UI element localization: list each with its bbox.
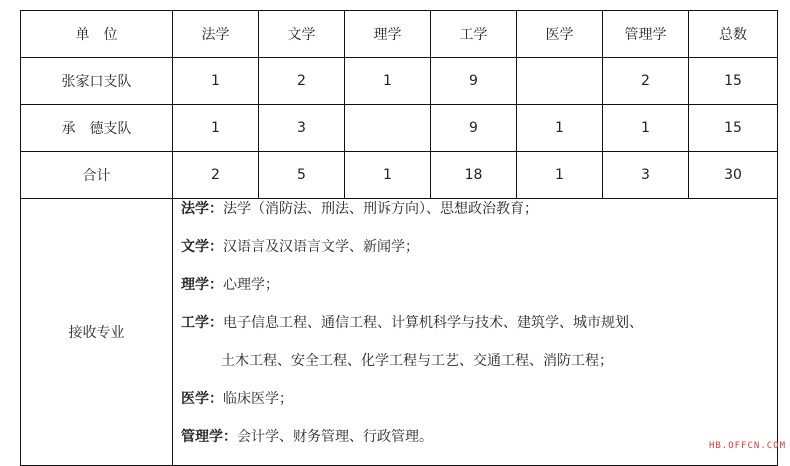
table-cell: 1 xyxy=(173,105,259,152)
header-law: 法学 xyxy=(173,11,259,58)
header-medicine: 医学 xyxy=(517,11,603,58)
header-literature: 文学 xyxy=(259,11,345,58)
table-row xyxy=(21,58,778,105)
table-cell: 3 xyxy=(259,105,345,152)
major-title: 文学： xyxy=(181,239,223,255)
major-text: 临床医学； xyxy=(223,391,293,407)
table-cell: 3 xyxy=(603,152,689,199)
table-cell: 1 xyxy=(517,105,603,152)
table-cell: 30 xyxy=(689,152,778,199)
major-line-literature xyxy=(181,237,777,275)
major-line-medicine xyxy=(181,389,777,427)
table-cell: 5 xyxy=(259,152,345,199)
table-cell xyxy=(517,58,603,105)
table-cell: 2 xyxy=(173,152,259,199)
major-line-engineering-cont xyxy=(181,351,777,389)
major-text: 土木工程、安全工程、化学工程与工艺、交通工程、消防工程； xyxy=(221,353,613,369)
unit-cell: 张家口支队 xyxy=(21,58,173,105)
majors-content xyxy=(173,199,778,466)
major-title: 法学： xyxy=(181,201,223,217)
header-engineering: 工学 xyxy=(431,11,517,58)
table-cell: 9 xyxy=(431,58,517,105)
major-title: 管理学： xyxy=(181,429,237,445)
majors-label: 接收专业 xyxy=(21,199,173,466)
major-text: 汉语言及汉语言文学、新闻学； xyxy=(223,239,419,255)
table-cell: 1 xyxy=(517,152,603,199)
table-cell: 1 xyxy=(345,58,431,105)
table-cell: 1 xyxy=(603,105,689,152)
table-cell: 15 xyxy=(689,58,778,105)
header-management: 管理学 xyxy=(603,11,689,58)
major-line-engineering xyxy=(181,313,777,351)
table-cell: 9 xyxy=(431,105,517,152)
header-total: 总数 xyxy=(689,11,778,58)
major-line-law xyxy=(181,199,777,237)
recruitment-table xyxy=(20,10,778,466)
major-title: 理学： xyxy=(181,277,223,293)
table-cell: 2 xyxy=(259,58,345,105)
major-line-management xyxy=(181,427,777,465)
header-row xyxy=(21,11,778,58)
table-cell: 18 xyxy=(431,152,517,199)
header-unit: 单 位 xyxy=(21,11,173,58)
major-title: 工学： xyxy=(181,315,223,331)
major-text: 会计学、财务管理、行政管理。 xyxy=(237,429,433,445)
unit-cell: 承 德支队 xyxy=(21,105,173,152)
total-row xyxy=(21,152,778,199)
major-title: 医学： xyxy=(181,391,223,407)
major-line-science xyxy=(181,275,777,313)
table-cell: 1 xyxy=(345,152,431,199)
table-cell xyxy=(345,105,431,152)
unit-cell: 合计 xyxy=(21,152,173,199)
major-text: 法学（消防法、刑法、刑诉方向）、思想政治教育； xyxy=(223,201,538,217)
table-cell: 2 xyxy=(603,58,689,105)
table-row xyxy=(21,105,778,152)
major-text: 心理学； xyxy=(223,277,279,293)
table-cell: 1 xyxy=(173,58,259,105)
header-science: 理学 xyxy=(345,11,431,58)
major-text: 电子信息工程、通信工程、计算机科学与技术、建筑学、城市规划、 xyxy=(223,315,643,331)
site-watermark: HB.OFFCN.COM xyxy=(708,441,786,451)
majors-row xyxy=(21,199,778,466)
table-cell: 15 xyxy=(689,105,778,152)
